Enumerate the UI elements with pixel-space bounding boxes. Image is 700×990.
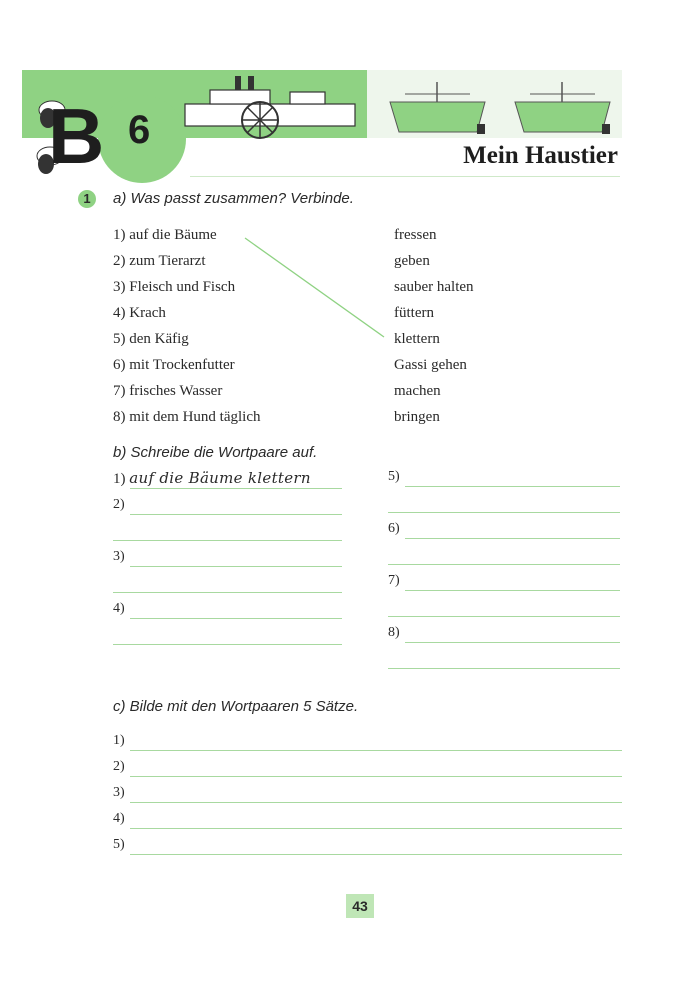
line-number: 5) (113, 837, 125, 852)
right-verb-5[interactable]: klettern (394, 331, 440, 347)
answer-line[interactable] (388, 668, 620, 669)
page-title: Mein Haustier (463, 142, 618, 169)
left-phrase-7[interactable]: 7) frisches Wasser (113, 383, 223, 399)
line-number: 2) (113, 759, 125, 774)
line-number: 7) (388, 573, 400, 588)
left-phrase-3[interactable]: 3) Fleisch und Fisch (113, 279, 236, 295)
answer-line[interactable] (113, 644, 342, 645)
left-phrase-8[interactable]: 8) mit dem Hund täglich (113, 409, 261, 425)
sentence-line[interactable] (130, 776, 622, 777)
answer-line[interactable] (130, 514, 342, 515)
sentence-line[interactable] (130, 802, 622, 803)
answer-line[interactable] (113, 540, 342, 541)
right-verb-3[interactable]: sauber halten (394, 279, 474, 295)
example-number: 1) (113, 471, 126, 487)
instruction-a: a) Was passt zusammen? Verbinde. (113, 190, 354, 207)
unit-number: 6 (128, 108, 151, 152)
page-number: 43 (346, 894, 374, 918)
sentence-line[interactable] (130, 750, 622, 751)
left-phrase-2[interactable]: 2) zum Tierarzt (113, 253, 206, 269)
answer-line[interactable] (113, 592, 342, 593)
example-answer (113, 469, 311, 488)
answer-line[interactable] (405, 486, 620, 487)
line-number: 5) (388, 469, 400, 484)
line-number: 6) (388, 521, 400, 536)
answer-line[interactable] (388, 564, 620, 565)
instruction-b: b) Schreibe die Wortpaare auf. (113, 444, 318, 461)
instruction-c: c) Bilde mit den Wortpaaren 5 Sätze. (113, 698, 359, 715)
right-verb-6[interactable]: Gassi gehen (394, 357, 467, 373)
answer-line[interactable] (130, 618, 342, 619)
example-answer-text: auf die Bäume klettern (129, 469, 311, 487)
right-verb-7[interactable]: machen (394, 383, 441, 399)
line-number: 1) (113, 733, 125, 748)
answer-line[interactable] (405, 642, 620, 643)
right-verb-8[interactable]: bringen (394, 409, 440, 425)
right-verb-1[interactable]: fressen (394, 227, 437, 243)
line-number: 2) (113, 497, 125, 512)
answer-line[interactable] (388, 512, 620, 513)
answer-line (130, 488, 342, 489)
line-number: 3) (113, 785, 125, 800)
right-verb-2[interactable]: geben (394, 253, 430, 269)
line-number: 4) (113, 811, 125, 826)
line-number: 4) (113, 601, 125, 616)
left-phrase-1[interactable]: 1) auf die Bäume (113, 227, 217, 243)
left-phrase-6[interactable]: 6) mit Trockenfutter (113, 357, 235, 373)
answer-line[interactable] (130, 566, 342, 567)
right-verb-4[interactable]: füttern (394, 305, 434, 321)
sentence-line[interactable] (130, 854, 622, 855)
line-number: 8) (388, 625, 400, 640)
unit-letter: B (48, 92, 105, 180)
left-phrase-5[interactable]: 5) den Käfig (113, 331, 189, 347)
answer-line[interactable] (405, 590, 620, 591)
answer-line[interactable] (388, 616, 620, 617)
exercise-number-badge: 1 (78, 190, 96, 208)
sentence-line[interactable] (130, 828, 622, 829)
line-number: 3) (113, 549, 125, 564)
left-phrase-4[interactable]: 4) Krach (113, 305, 166, 321)
answer-line[interactable] (405, 538, 620, 539)
